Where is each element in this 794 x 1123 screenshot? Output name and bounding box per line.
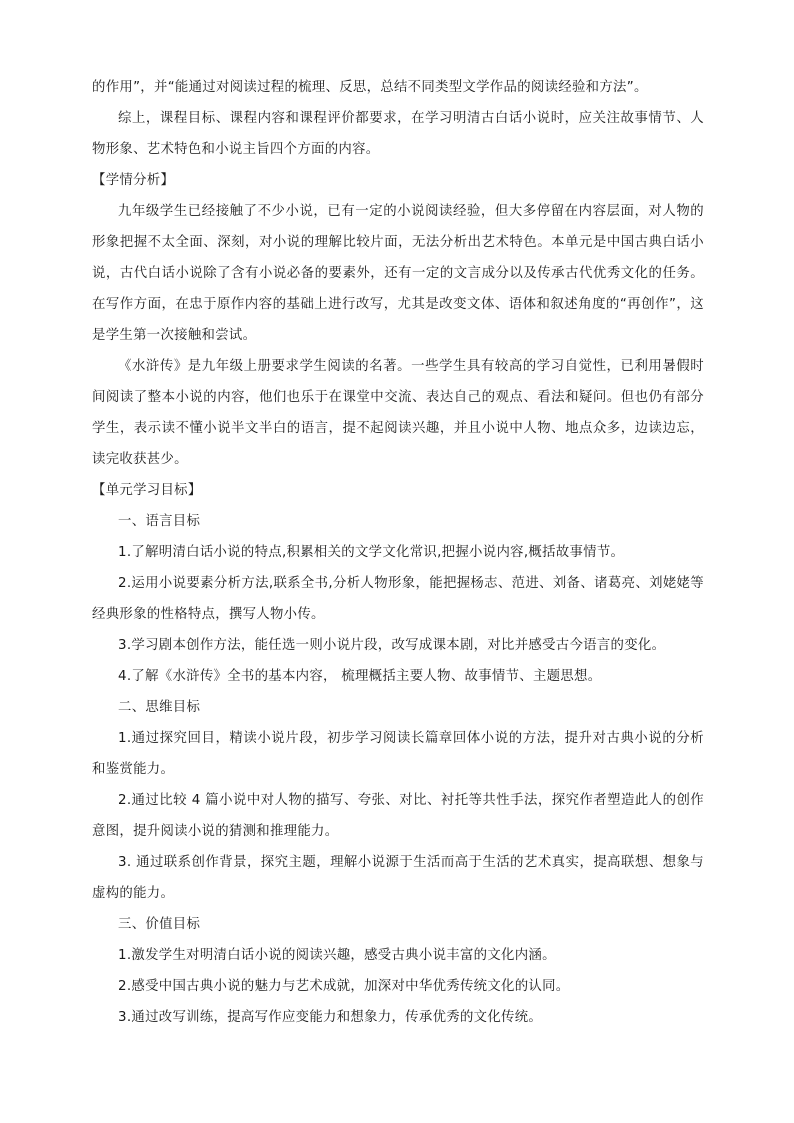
goal-item: 2.感受中国古典小说的魅力与艺术成就，加深对中华优秀传统文化的认同。	[118, 979, 570, 994]
goal-group-title-value: 三、价值目标	[118, 917, 201, 932]
paragraph-learning-analysis-1: 九年级学生已经接触了不少小说，已有一定的小说阅读经验，但大多停留在内容层面，对人物的形象把握不太全面、深刻，对小说的理解比较片面，无法分析出艺术特色。本单元是中国古典白话小说，古代白话小说除了含有小说必备的要素外，还有一定的文言成分以及传承古代优秀文化的任务。在写作方面，在忠于原作内容的基础上进行改写，尤其是改变文体、语体和叙述角度的“再创作”，这是学生第一次接触和尝试。	[92, 204, 704, 343]
paragraph-summary: 综上，课程目标、课程内容和课程评价都要求，在学习明清古白话小说时，应关注故事情节、人物形象、艺术特色和小说主旨四个方面的内容。	[92, 111, 704, 157]
goal-group-title-language: 一、语言目标	[118, 514, 201, 529]
goal-item: 3.通过改写训练，提高写作应变能力和想象力，传承优秀的文化传统。	[118, 1010, 543, 1025]
goal-item: 2.运用小说要素分析方法,联系全书,分析人物形象，能把握杨志、范进、刘备、诸葛亮、刘姥姥等经典形象的性格特点，撰写人物小传。	[92, 576, 704, 622]
goal-item: 1.激发学生对明清白话小说的阅读兴趣，感受古典小说丰富的文化内涵。	[118, 948, 556, 963]
section-heading-learning-analysis: 【学情分析】	[92, 173, 175, 188]
goal-item: 3.学习剧本创作方法，能任选一则小说片段，改写成课本剧，对比并感受古今语言的变化。	[118, 638, 666, 653]
goal-item: 2.通过比较 4 篇小说中对人物的描写、夸张、对比、衬托等共性手法，探究作者塑造此人的创作意图，提升阅读小说的猜测和推理能力。	[92, 793, 704, 839]
document-page	[92, 72, 704, 1033]
goal-group-title-thinking: 二、思维目标	[118, 700, 201, 715]
goal-item: 3. 通过联系创作背景，探究主题，理解小说源于生活而高于生活的艺术真实，提高联想、想象与虚构的能力。	[92, 855, 704, 901]
section-heading-unit-goals: 【单元学习目标】	[92, 483, 202, 498]
paragraph-learning-analysis-2: 《水浒传》是九年级上册要求学生阅读的名著。一些学生具有较高的学习自觉性，已利用暑假时间阅读了整本小说的内容，他们也乐于在课堂中交流、表达自己的观点、看法和疑问。但也仍有部分学生，表示读不懂小说半文半白的语言，提不起阅读兴趣，并且小说中人物、地点众多，边读边忘，读完收获甚少。	[92, 359, 704, 467]
goal-item: 4.了解《水浒传》全书的基本内容， 梳理概括主要人物、故事情节、主题思想。	[118, 669, 602, 684]
paragraph-continuation: 的作用”，并“能通过对阅读过程的梳理、反思，总结不同类型文学作品的阅读经验和方法”。	[92, 80, 648, 95]
goal-item: 1.通过探究回目，精读小说片段，初步学习阅读长篇章回体小说的方法，提升对古典小说的分析和鉴赏能力。	[92, 731, 704, 777]
goal-item: 1.了解明清白话小说的特点,积累相关的文学文化常识,把握小说内容,概括故事情节。	[118, 545, 625, 560]
